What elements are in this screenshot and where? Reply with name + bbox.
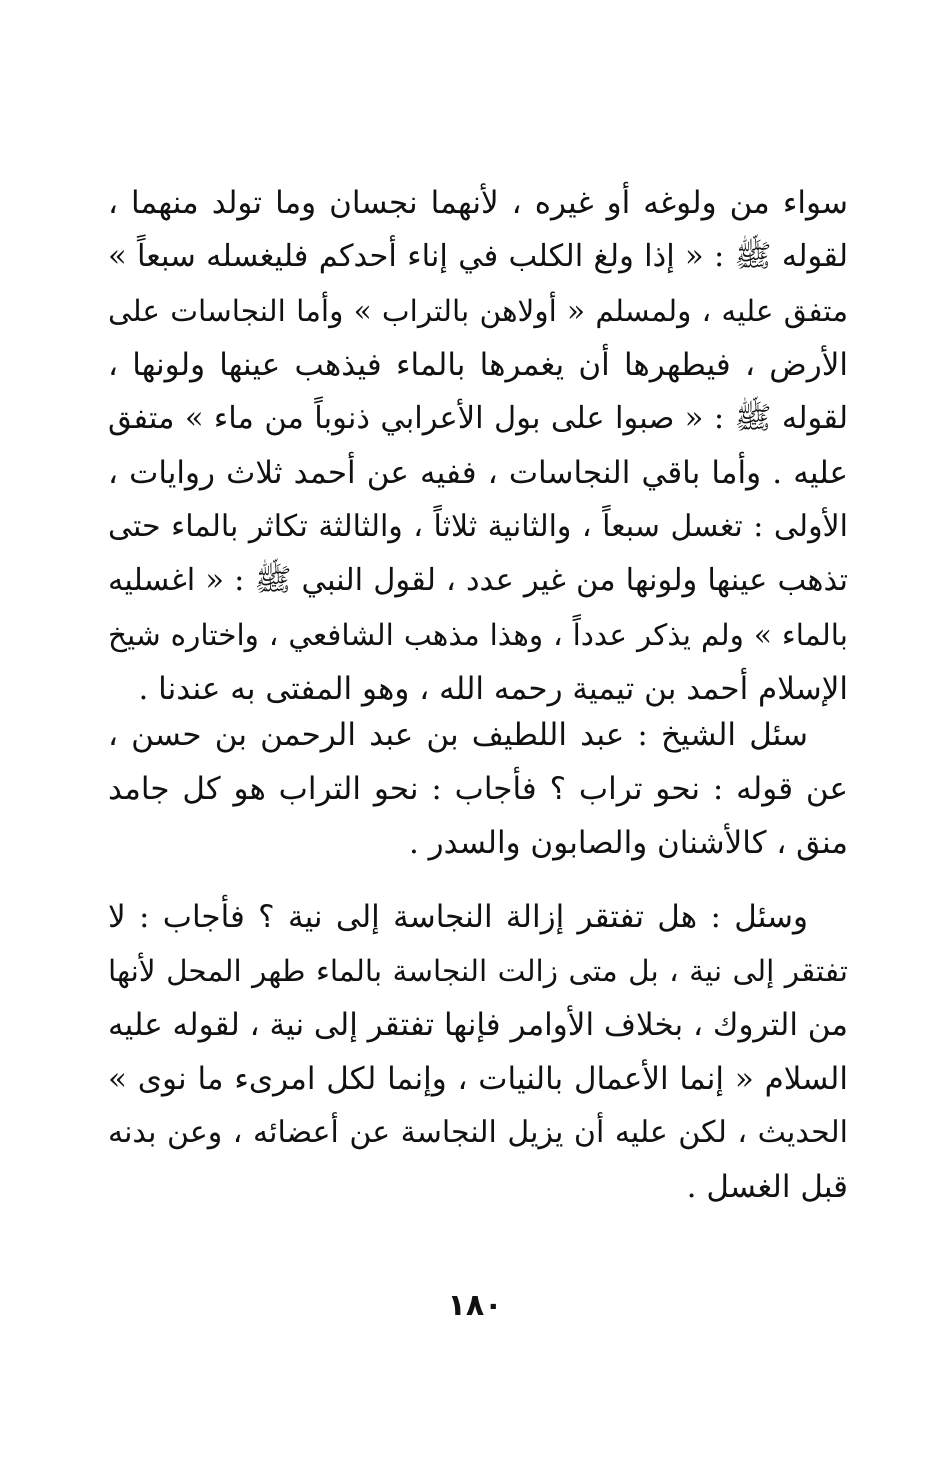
text-line: الأرض ، فيطهرها أن يغمرها بالماء فيذهب عينها ولونها ، (108, 347, 848, 383)
text-line: سواء من ولوغه أو غيره ، لأنهما نجسان وما تولد منهما ، (108, 185, 848, 221)
text-line: قبل الغسل . (686, 1169, 848, 1205)
text-line: بالماء » ولم يذكر عدداً ، وهذا مذهب الشافعي ، واختاره شيخ (108, 618, 848, 652)
text-line: الإسلام أحمد بن تيمية رحمه الله ، وهو المفتى به عندنا . (138, 671, 848, 707)
text-line: الحديث ، لكن عليه أن يزيل النجاسة عن أعضائه ، وعن بدنه (108, 1115, 848, 1150)
text-line: وسئل : هل تفتقر إزالة النجاسة إلى نية ؟ فأجاب : لا (108, 899, 808, 935)
text-line: السلام « إنما الأعمال بالنيات ، وإنما لكل امرىء ما نوى » (108, 1061, 848, 1097)
text-line: تذهب عينها ولونها من غير عدد ، لقول النبي ﷺ : « اغسليه (108, 563, 848, 598)
text-line: منق ، كالأشنان والصابون والسدر . (408, 825, 848, 861)
text-line: من التروك ، بخلاف الأوامر فإنها تفتقر إلى نية ، لقوله عليه (108, 1007, 848, 1043)
text-line: لقوله ﷺ : « صبوا على بول الأعرابي ذنوباً من ماء » متفق (108, 401, 848, 436)
text-line: عن قوله : نحو تراب ؟ فأجاب : نحو التراب هو كل جامد (108, 771, 848, 807)
text-line: سئل الشيخ : عبد اللطيف بن عبد الرحمن بن حسن ، (108, 717, 808, 753)
paragraph-question-on-soil-substitutes (108, 708, 848, 870)
paragraph-question-on-intention (108, 890, 848, 1214)
text-line: تفتقر إلى نية ، بل متى زالت النجاسة بالماء طهر المحل لأنها (108, 954, 848, 988)
paragraph-ruling-dog-and-ground-impurities (108, 176, 848, 716)
page-number: ١٨٠ (447, 1288, 503, 1323)
text-line: الأولى : تغسل سبعاً ، والثانية ثلاثاً ، والثالثة تكاثر بالماء حتى (108, 509, 848, 544)
text-line: لقوله ﷺ : « إذا ولغ الكلب في إناء أحدكم فليغسله سبعاً » (108, 239, 848, 274)
text-line: عليه . وأما باقي النجاسات ، ففيه عن أحمد ثلاث روايات ، (108, 455, 848, 491)
text-line: متفق عليه ، ولمسلم « أولاهن بالتراب » وأما النجاسات على (108, 294, 848, 328)
